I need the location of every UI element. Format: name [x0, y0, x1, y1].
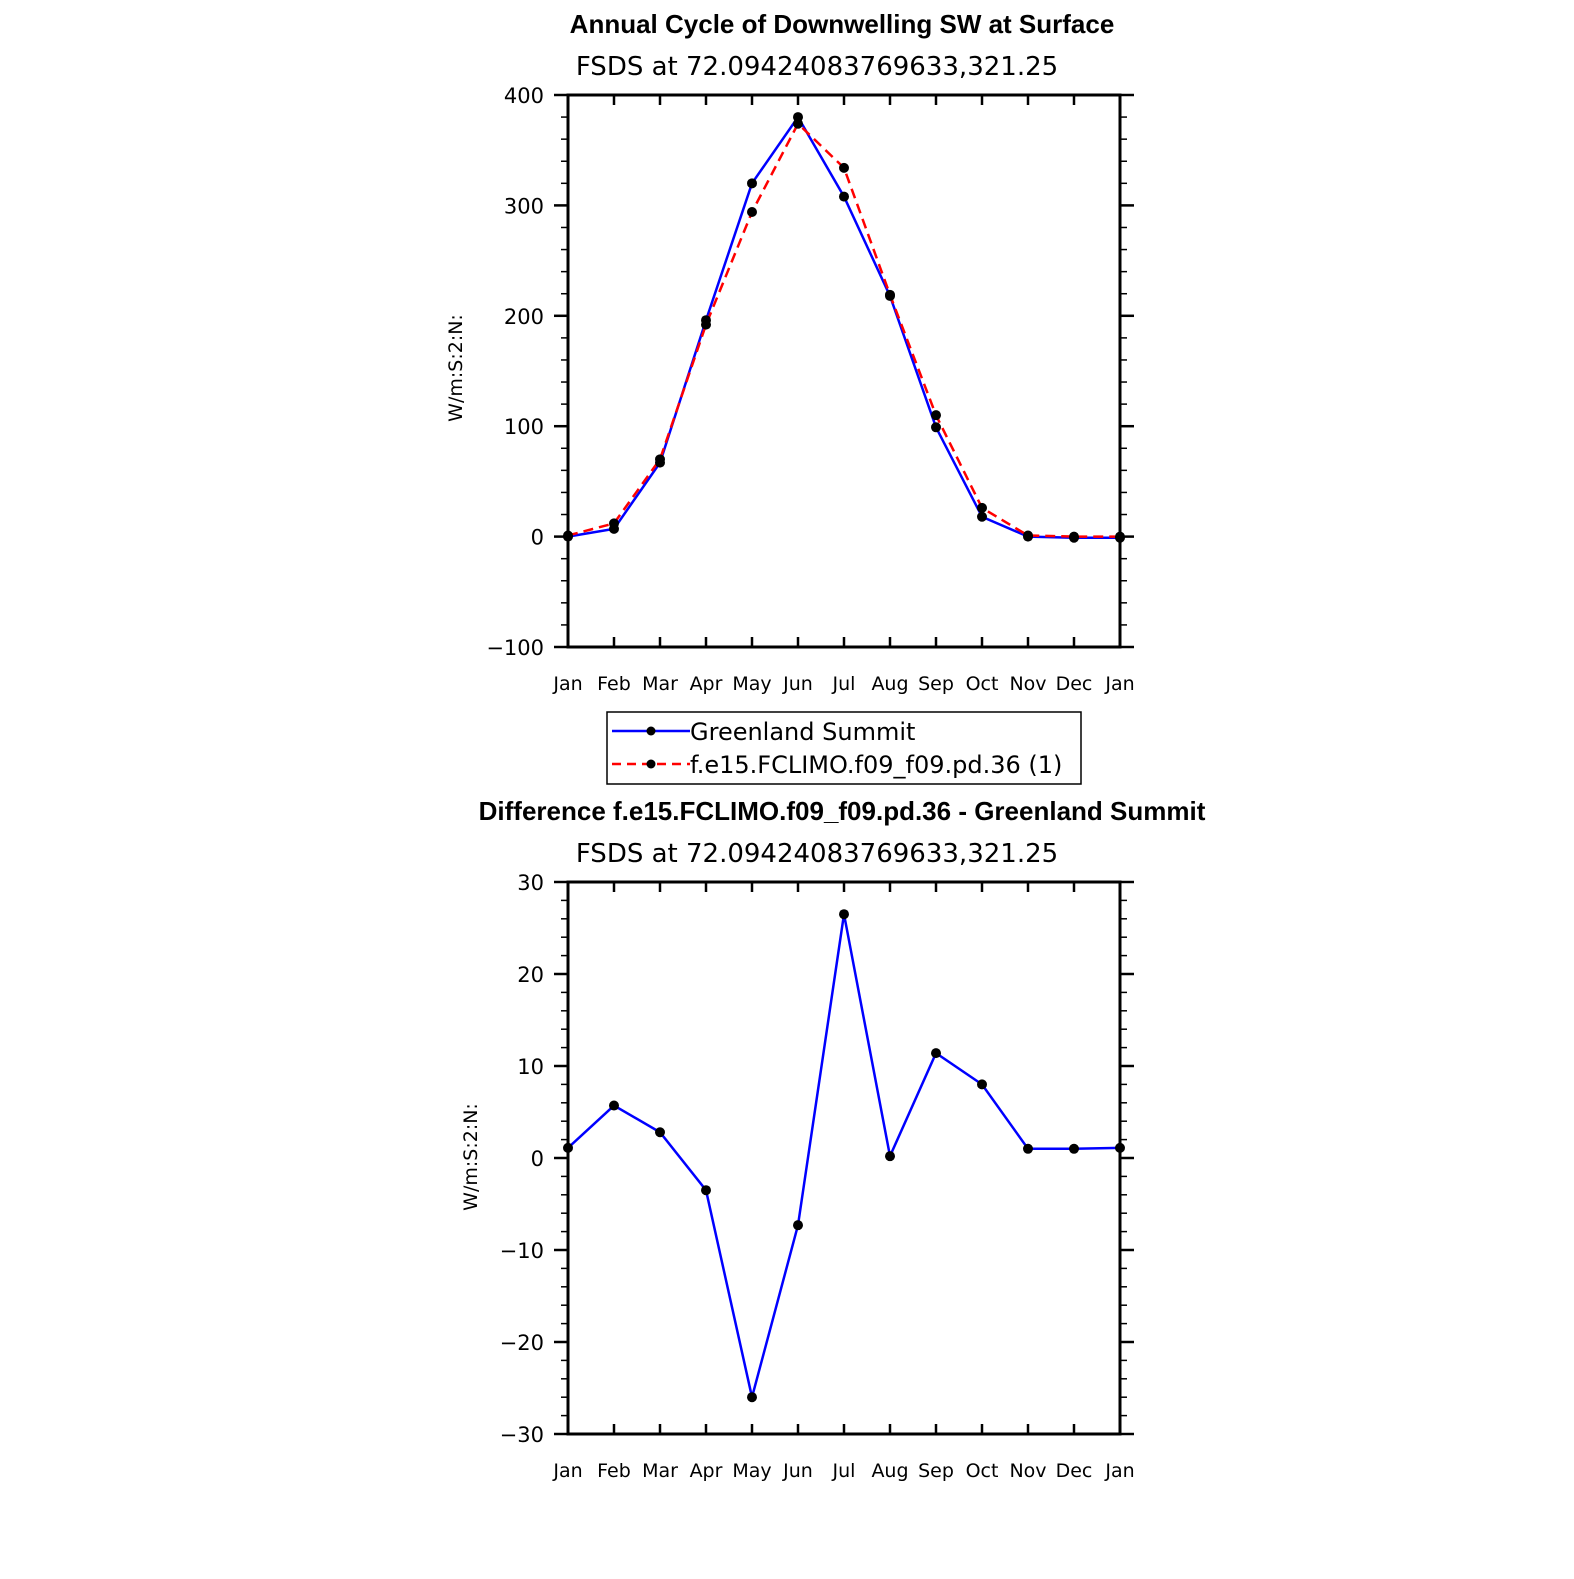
series-0-point: [1069, 1144, 1079, 1154]
x-tick-label: Oct: [965, 1460, 999, 1482]
chart1-subtitle: FSDS at 72.09424083769633,321.25: [575, 52, 1059, 82]
series-0-point: [1023, 1144, 1033, 1154]
chart-annual-cycle: [445, 9, 1135, 784]
series-1-point: [1023, 530, 1033, 540]
series-1-point: [701, 320, 711, 330]
y-tick-label: −30: [499, 1423, 544, 1447]
x-tick-label: Mar: [642, 673, 678, 695]
series-1-point: [609, 518, 619, 528]
y-tick-label: 0: [530, 525, 544, 550]
series-0-point: [793, 1220, 803, 1230]
x-tick-label: Jun: [783, 1460, 813, 1482]
chart1-plot-frame: [568, 95, 1120, 647]
series-0-point: [839, 192, 849, 202]
legend-marker-model: [647, 760, 656, 769]
series-1-point: [793, 119, 803, 129]
series-0-point: [609, 1101, 619, 1111]
series-line-0: [568, 914, 1120, 1397]
x-tick-label: Jul: [832, 1460, 856, 1482]
series-1-point: [839, 163, 849, 173]
x-tick-label: Jul: [832, 673, 856, 695]
series-0-point: [563, 1143, 573, 1153]
chart1-title: Annual Cycle of Downwelling SW at Surface: [569, 9, 1115, 39]
y-tick-label: 30: [517, 871, 544, 895]
x-tick-label: Apr: [689, 673, 723, 695]
series-1-point: [655, 454, 665, 464]
chart1-series: [563, 112, 1125, 543]
chart2-series: [563, 909, 1125, 1402]
x-tick-label: Apr: [689, 1460, 723, 1482]
x-tick-label: Mar: [642, 1460, 678, 1482]
y-tick-label: 20: [517, 963, 544, 987]
x-tick-label: Aug: [871, 1460, 909, 1482]
chart2-ylabel: W/m:S:2:N:: [460, 1103, 482, 1211]
x-tick-label: Feb: [597, 1460, 631, 1482]
series-1-point: [1069, 532, 1079, 542]
legend-label-greenland-summit: Greenland Summit: [690, 718, 916, 746]
series-1-point: [885, 290, 895, 300]
series-0-point: [885, 1151, 895, 1161]
x-tick-label: Jan: [553, 1460, 583, 1482]
y-tick-label: 300: [503, 194, 544, 219]
series-1-point: [747, 207, 757, 217]
chart2-x-tick-labels: [552, 1460, 1134, 1482]
chart2-axes: [554, 882, 1134, 1434]
y-tick-label: 400: [503, 84, 544, 108]
y-tick-label: −10: [499, 1239, 544, 1263]
x-tick-label: Dec: [1055, 673, 1093, 695]
chart2-subtitle: FSDS at 72.09424083769633,321.25: [575, 839, 1059, 869]
y-tick-label: 200: [503, 304, 544, 329]
y-tick-label: 0: [530, 1147, 544, 1171]
x-tick-label: Nov: [1009, 673, 1047, 695]
series-1-point: [977, 503, 987, 513]
series-1-point: [1115, 532, 1125, 542]
x-tick-label: May: [732, 673, 772, 695]
x-tick-label: Jan: [1105, 1460, 1135, 1482]
chart1-axes: [554, 95, 1134, 647]
x-tick-label: May: [732, 1460, 772, 1482]
y-tick-label: −100: [486, 636, 544, 660]
x-tick-label: Jan: [1105, 673, 1135, 695]
series-1-point: [563, 530, 573, 540]
legend-label-model: f.e15.FCLIMO.f09_f09.pd.36 (1): [690, 751, 1063, 779]
series-0-point: [977, 1079, 987, 1089]
chart2-plot-frame: [568, 882, 1120, 1434]
x-tick-label: Sep: [918, 673, 954, 695]
series-0-point: [655, 1127, 665, 1137]
x-tick-label: Oct: [965, 673, 999, 695]
x-tick-label: Jan: [553, 673, 583, 695]
chart2-y-tick-labels: [500, 871, 544, 1447]
y-tick-label: 100: [503, 415, 544, 440]
chart1-x-tick-labels: [552, 673, 1134, 695]
x-tick-label: Nov: [1009, 1460, 1047, 1482]
series-0-point: [931, 1048, 941, 1058]
series-0-point: [701, 1185, 711, 1195]
x-tick-label: Dec: [1055, 1460, 1093, 1482]
x-tick-label: Jun: [783, 673, 813, 695]
chart1-y-tick-labels: [486, 84, 544, 660]
x-tick-label: Aug: [871, 673, 909, 695]
chart-difference: [460, 796, 1206, 1482]
chart1-legend: [607, 712, 1081, 784]
x-tick-label: Sep: [918, 1460, 954, 1482]
series-0-point: [931, 422, 941, 432]
y-tick-label: −20: [499, 1331, 544, 1355]
chart2-title: Difference f.e15.FCLIMO.f09_f09.pd.36 - Greenland Summit: [478, 796, 1206, 826]
series-line-0: [568, 117, 1120, 538]
series-0-point: [839, 909, 849, 919]
chart1-ylabel: W/m:S:2:N:: [445, 314, 467, 422]
series-0-point: [1115, 1143, 1125, 1153]
series-0-point: [977, 512, 987, 522]
x-tick-label: Feb: [597, 673, 631, 695]
series-0-point: [747, 1392, 757, 1402]
series-0-point: [747, 178, 757, 188]
y-tick-label: 10: [517, 1055, 544, 1079]
legend-marker-greenland-summit: [647, 727, 656, 736]
series-1-point: [931, 410, 941, 420]
